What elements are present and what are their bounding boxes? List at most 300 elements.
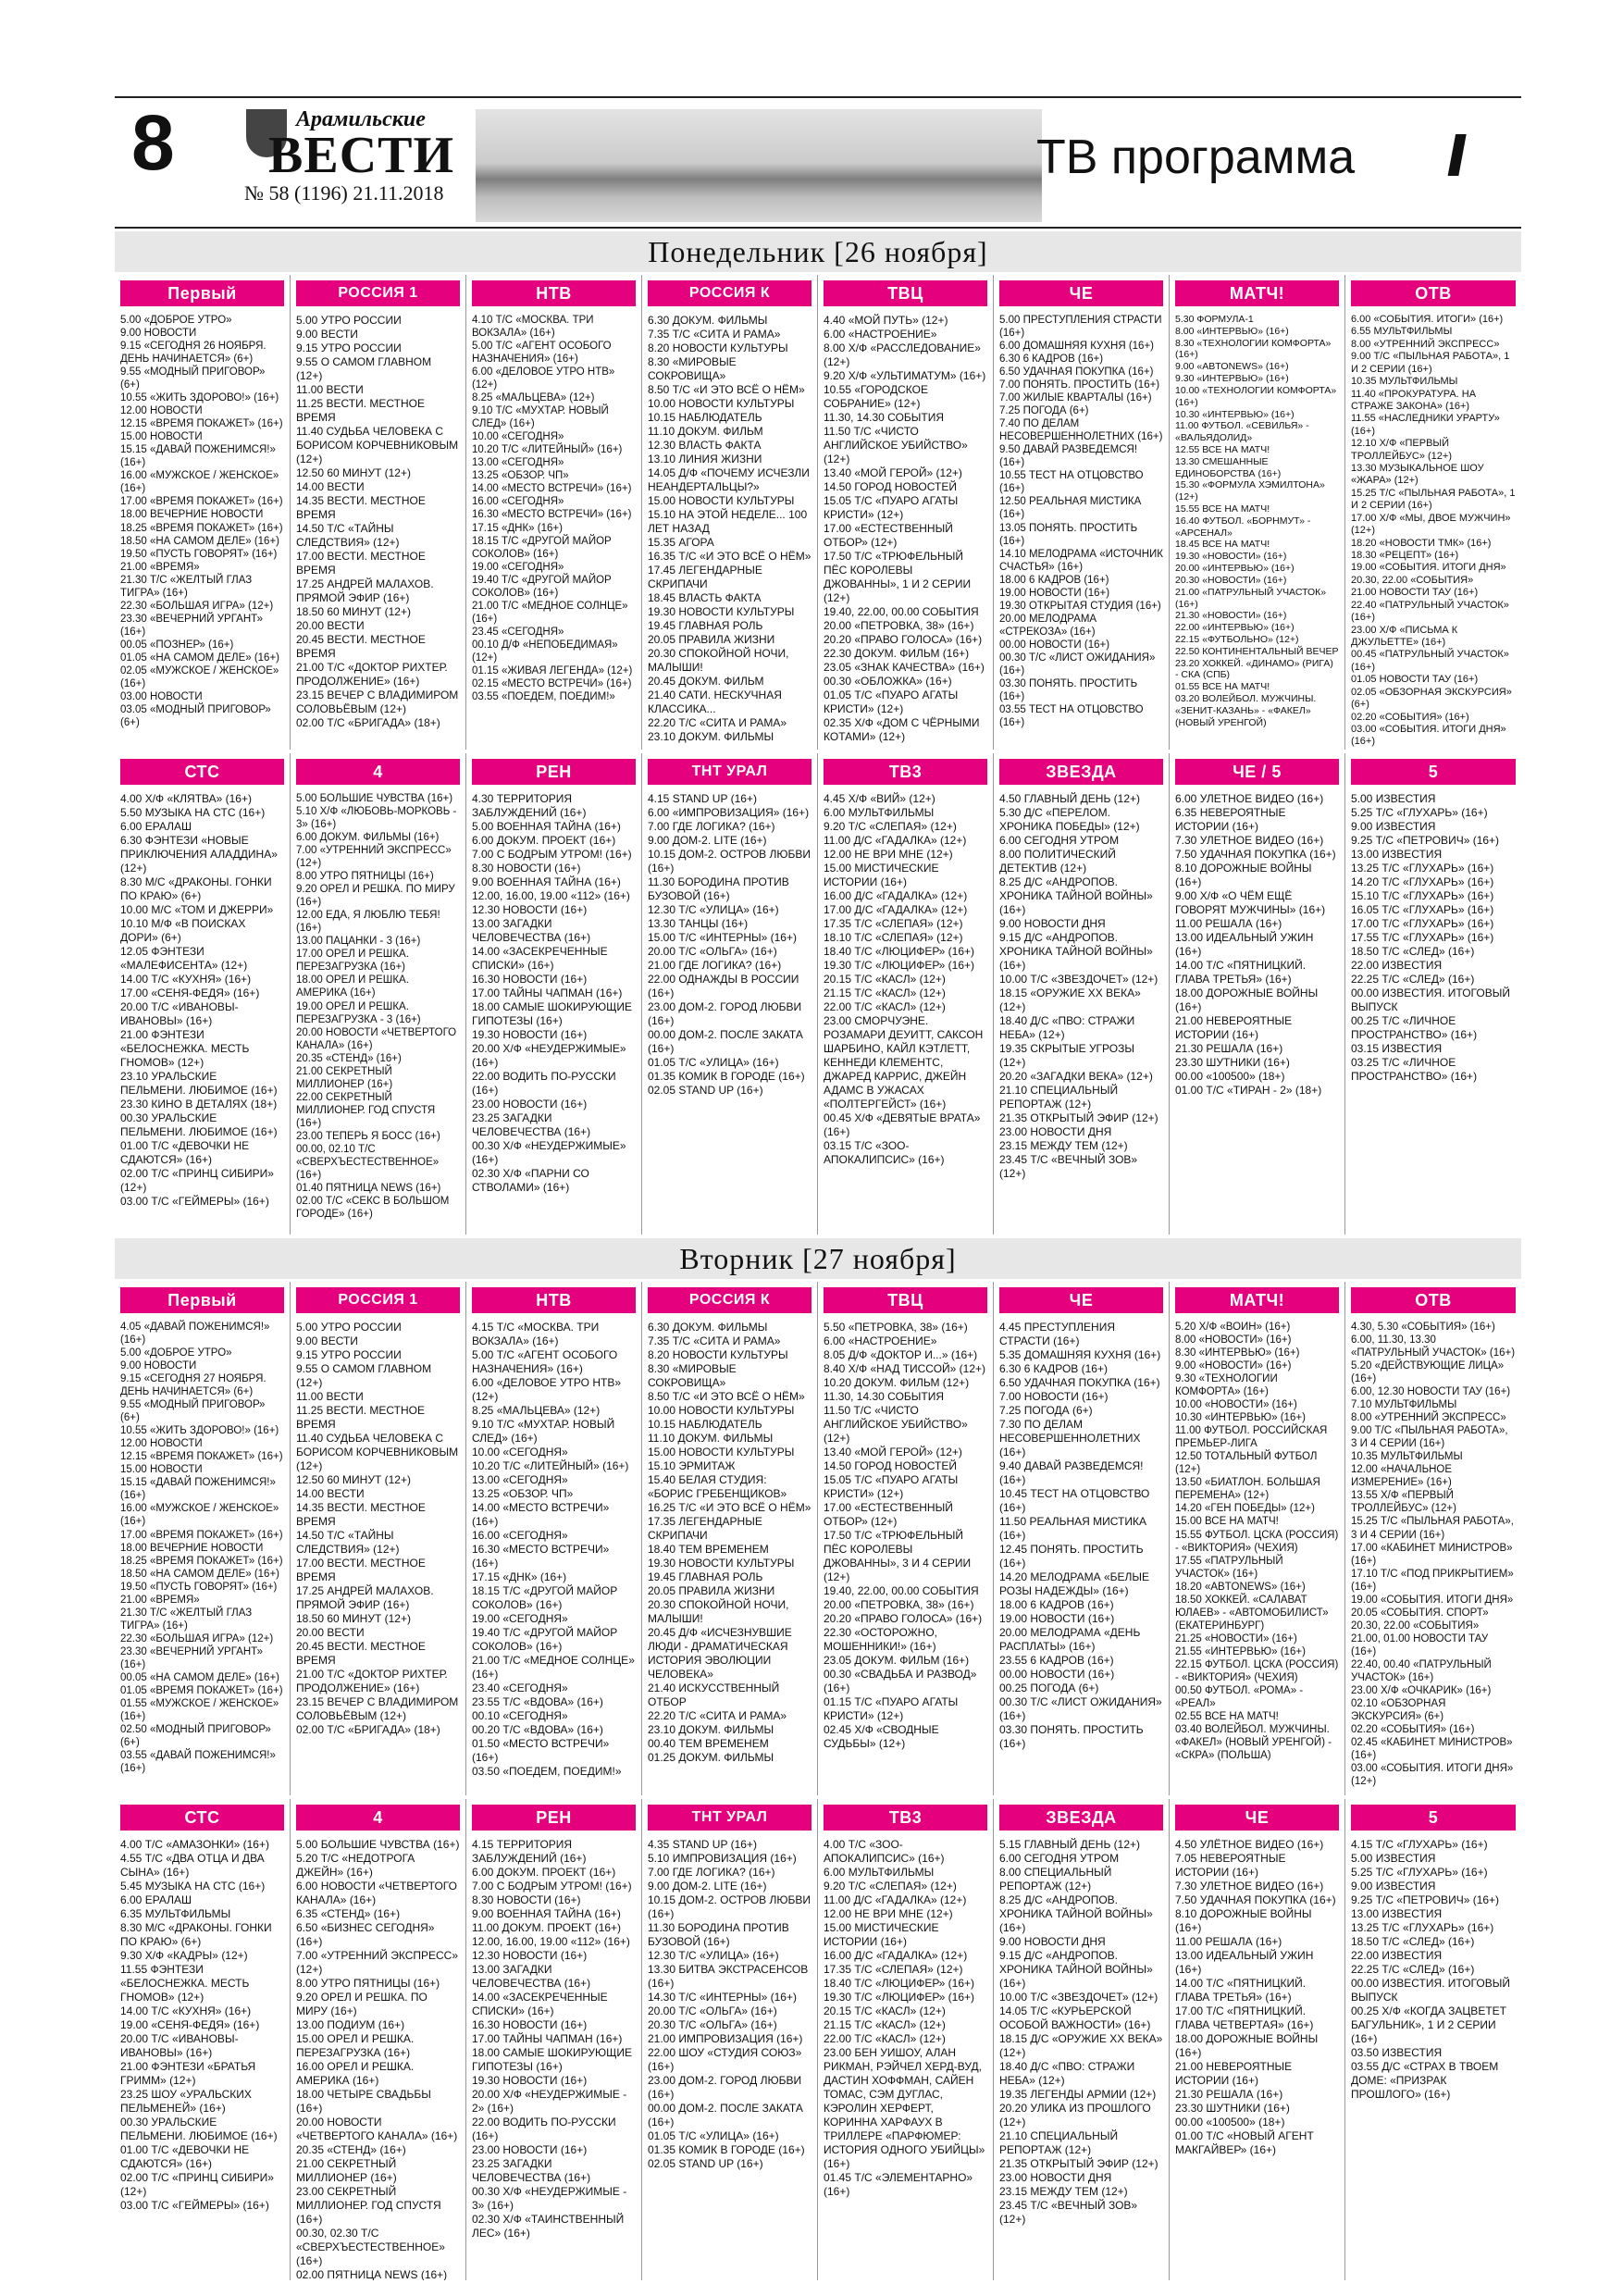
program-item: 8.40 Х/Ф «НАД ТИССОЙ» (12+) [824,1362,986,1375]
program-item: 9.00 «ABTONEWS» (16+) [1175,361,1289,373]
program-item: 19.00 НОВОСТИ (16+) [999,1612,1115,1625]
program-item: 00.30 УРАЛЬСКИЕ ПЕЛЬМЕНИ. ЛЮБИМОЕ (16+) [120,2116,278,2142]
program-item: 18.50 60 МИНУТ (12+) [296,1612,411,1625]
program-item: 10.55 «ГОРОДСКОЕ СОБРАНИЕ» (12+) [824,383,928,410]
program-item: 23.00 СЕКРЕТНЫЙ МИЛЛИОНЕР. ГОД СПУСТЯ (16+) [296,2185,441,2226]
program-item: 23.30 ШУТНИКИ (16+) [1175,1056,1290,1069]
channel-logo: НТВ [472,1287,636,1313]
program-item: 23.55 6 КАДРОВ (16+) [999,1654,1114,1667]
channel-column [994,275,1170,750]
program-list [1351,792,1516,1084]
program-item: 13.00 «СЕГОДНЯ» [472,457,564,469]
program-item: 6.00 НОВОСТИ «ЧЕТВЕРТОГО КАНАЛА» (16+) [296,1880,457,1906]
program-item: 00.30 «ОБЛОЖКА» (16+) [824,675,952,688]
program-item: 21.40 САТИ. НЕСКУЧНАЯ КЛАССИКА... [648,689,782,715]
program-item: 01.55 «МУЖСКОЕ / ЖЕНСКОЕ» (16+) [120,1697,279,1722]
program-item: 14.00 Т/С «ПЯТНИЦКИЙ. ГЛАВА ТРЕТЬЯ» (16+) [1175,959,1307,986]
program-item: 20.05 «СОБЫТИЯ. СПОРТ» [1351,1607,1489,1619]
program-item: 11.50 Т/С «ЧИСТО АНГЛИЙСКОЕ УБИЙСТВО» (12+) [824,425,968,465]
program-item: 23.15 МЕЖДУ ТЕМ (12+) [999,1139,1128,1152]
program-item: 19.50 «ПУСТЬ ГОВОРЯТ» (16+) [120,548,278,560]
program-item: 14.00 «МЕСТО ВСТРЕЧИ» (16+) [472,483,632,495]
program-item: 03.00 «СОБЫТИЯ. ИТОГИ ДНЯ» (16+) [1351,723,1506,748]
channel-logo: СТС [120,1805,284,1831]
channel-logo: Первый [120,1287,284,1313]
program-item: 14.50 Т/С «ТАЙНЫ СЛЕДСТВИЯ» (12+) [296,1529,400,1556]
program-item: 9.20 Х/Ф «УЛЬТИМАТУМ» (16+) [824,369,986,382]
program-item: 13.00 ИЗВЕСТИЯ [1351,1907,1443,1920]
program-item: 4.45 ПРЕСТУПЛЕНИЯ СТРАСТИ (16+) [999,1321,1116,1347]
program-item: 15.10 НА ЭТОЙ НЕДЕЛЕ... 100 ЛЕТ НАЗАД [648,508,808,535]
program-item: 4.15 STAND UP (16+) [648,792,757,805]
program-item: 00.25 ПОГОДА (6+) [999,1682,1099,1694]
channel-logo: 5 [1351,759,1516,785]
program-item: 18.45 ВСЕ НА МАТЧ! [1175,539,1270,551]
program-item: 00.00 ИЗВЕСТИЯ. ИТОГОВЫЙ ВЫПУСК [1351,1977,1510,2004]
program-item: 6.00 СЕГОДНЯ УТРОМ [999,834,1120,847]
program-item: 5.00 УТРО РОССИИ [296,1321,402,1334]
program-item: 01.50 «МЕСТО ВСТРЕЧИ» (16+) [472,1737,610,1764]
program-item: 18.20 «НОВОСТИ ТМК» (16+) [1351,537,1492,549]
program-item: 17.00 Т/С «ПЯТНИЦКИЙ. ГЛАВА ЧЕТВЕРТАЯ» (16+) [1175,2004,1314,2031]
program-item: 23.05 «ЗНАК КАЧЕСТВА» (16+) [824,661,985,674]
program-item: 15.00 Т/С «ИНТЕРНЫ» (16+) [648,931,797,944]
program-item: 01.00 Т/С «ТИРАН - 2» (18+) [1175,1084,1322,1097]
program-item: 10.20 Т/С «ЛИТЕЙНЫЙ» (16+) [472,1459,629,1472]
program-item: 4.50 УЛЁТНОЕ ВИДЕО (16+) [1175,1838,1324,1851]
program-item: 21.30 РЕШАЛА (16+) [1175,1042,1283,1055]
program-item: 22.50 КОНТИНЕНТАЛЬНЫЙ ВЕЧЕР [1175,645,1339,657]
program-item: 10.55 ТЕСТ НА ОТЦОВСТВО (16+) [999,470,1144,495]
program-item: 9.20 Т/С «СЛЕПАЯ» (12+) [824,820,957,833]
top-rule [115,96,1521,98]
program-item: 12.00 ЕДА, Я ЛЮБЛЮ ТЕБЯ! (16+) [296,910,440,935]
program-item: 00.00 ИЗВЕСТИЯ. ИТОГОВЫЙ ВЫПУСК [1351,987,1510,1013]
program-item: 4.15 ТЕРРИТОРИЯ ЗАБЛУЖДЕНИЙ (16+) [472,1838,587,1865]
program-item: 20.00 «ПЕТРОВКА, 38» (16+) [824,1598,974,1611]
channel-column [1170,753,1345,1235]
program-item: 20.30 СПОКОЙНОЙ НОЧИ, МАЛЫШИ! [648,1598,789,1625]
program-item: 8.30 «ТЕХНОЛОГИИ КОМФОРТА» (16+) [1175,337,1332,361]
program-item: 20.00 Х/Ф «НЕУДЕРЖИМЫЕ - 2» (16+) [472,2088,627,2115]
program-item: 01.15 Т/С «ПУАРО АГАТЫ КРИСТИ» (12+) [824,1695,959,1722]
program-item: 23.30 КИНО В ДЕТАЛЯХ (18+) [120,1098,278,1111]
program-item: 15.00 НОВОСТИ КУЛЬТУРЫ [648,1446,795,1458]
program-item: 21.35 ОТКРЫТЫЙ ЭФИР (12+) [999,1111,1158,1124]
program-item: 20.20 УЛИКА ИЗ ПРОШЛОГО (12+) [999,2102,1151,2128]
program-item: 01.00 Т/С «ДЕВОЧКИ НЕ СДАЮТСЯ» (16+) [120,1139,250,1166]
program-item: 8.00 СПЕЦИАЛЬНЫЙ РЕПОРТАЖ (12+) [999,1866,1112,1893]
program-item: 02.30 Х/Ф «ПАРНИ СО СТВОЛАМИ» (16+) [472,1167,589,1194]
channel-column [818,753,994,1235]
program-item: 18.50 «НА САМОМ ДЕЛЕ» (16+) [120,1568,279,1580]
program-item: 12.00 НОВОСТИ [120,405,203,417]
program-item: 8.30 «МИРОВЫЕ СОКРОВИЩА» [648,1362,737,1389]
program-item: 17.00 «ЕСТЕСТВЕННЫЙ ОТБОР» (12+) [824,522,953,549]
program-item: 16.00 «СЕГОДНЯ» [472,1529,568,1542]
program-item: 5.00 Т/С «АГЕНТ ОСОБОГО НАЗНАЧЕНИЯ» (16+) [472,341,612,366]
program-item: 00.05 «НА САМОМ ДЕЛЕ» (16+) [120,1671,279,1683]
program-item: 7.25 ПОГОДА (6+) [999,1404,1093,1417]
program-item: 9.55 О САМОМ ГЛАВНОМ (12+) [296,355,432,382]
program-item: 21.00 СЕКРЕТНЫЙ МИЛЛИОНЕР (16+) [296,1065,393,1090]
program-item: 19.50 «ПУСТЬ ГОВОРЯТ» (16+) [120,1581,278,1593]
program-item: 7.00 НОВОСТИ (16+) [999,1390,1109,1403]
program-item: 18.50 ХОККЕЙ. «САЛАВАТ ЮЛАЕВ» - «АВТОМОБИЛИСТ» (ЕКАТЕРИНБУРГ) [1175,1594,1329,1632]
program-item: 18.00 ВЕЧЕРНИЕ НОВОСТИ [120,509,264,521]
program-item: 5.00 ВОЕННАЯ ТАЙНА (16+) [472,820,621,833]
program-item: 4.30, 5.30 «СОБЫТИЯ» (16+) [1351,1322,1495,1333]
program-item: 8.00 УТРО ПЯТНИЦЫ (16+) [296,871,434,883]
program-item: 20.20 «ПРАВО ГОЛОСА» (16+) [824,633,983,646]
program-item: 15.10 ЭРМИТАЖ [648,1459,736,1472]
program-item: 00.00, 02.10 Т/С «СВЕРХЪЕСТЕСТВЕННОЕ» (16+) [296,1143,440,1181]
program-list [472,1321,636,1779]
program-item: 14.35 ВЕСТИ. МЕСТНОЕ ВРЕМЯ [296,1501,426,1528]
program-item: 23.00 БЕН УИШОУ, АЛАН РИКМАН, РЭЙЧЕЛ ХЕРД-ВУД, ДАСТИН ХОФФМАН, САЙЕН ТОМАС, СЭМ ДУГЛАС, КЭРОЛИН ХЕРФЕРТ, КОРИННА ХАРФАУХ В ТРИЛЛЕРЕ «ПАРФЮМЕР: ИСТОРИЯ ОДНОГО УБИЙЦЫ» (16+) [824,2046,985,2170]
program-item: 11.00 РЕШАЛА (16+) [1175,917,1282,930]
program-item: 14.35 ВЕСТИ. МЕСТНОЕ ВРЕМЯ [296,494,426,521]
program-item: 8.30 М/С «ДРАКОНЫ. ГОНКИ ПО КРАЮ» (6+) [120,1921,272,1948]
program-item: 20.00 ВЕСТИ [296,619,365,632]
program-item: 6.30 ФЭНТЕЗИ «НОВЫЕ ПРИКЛЮЧЕНИЯ АЛАДДИНА» (12+) [120,834,278,875]
program-item: 03.00 Т/С «ГЕЙМЕРЫ» (16+) [120,2199,269,2212]
program-item: 23.15 ВЕЧЕР С ВЛАДИМИРОМ СОЛОВЬЁВЫМ (12+) [296,689,459,715]
program-item: 00.30 УРАЛЬСКИЕ ПЕЛЬМЕНИ. ЛЮБИМОЕ (16+) [120,1111,278,1138]
program-item: 02.00 Т/С «СЕКС В БОЛЬШОМ ГОРОДЕ» (16+) [296,1195,450,1220]
program-item: 12.30 ВЛАСТЬ ФАКТА [648,439,762,452]
program-item: 7.30 УЛЕТНОЕ ВИДЕО (16+) [1175,1880,1324,1893]
program-item: 10.35 МУЛЬТФИЛЬМЫ [1351,1451,1463,1463]
program-item: 00.30 «СВАДЬБА И РАЗВОД» (16+) [824,1668,977,1694]
program-item: 15.05 Т/С «ПУАРО АГАТЫ КРИСТИ» (12+) [824,494,959,521]
program-item: 6.00 СЕГОДНЯ УТРОМ [999,1852,1120,1865]
program-item: 03.55 Д/С «СТРАХ В ТВОЕМ ДОМЕ: «ПРИЗРАК ПРОШЛОГО» (16+) [1351,2060,1499,2101]
channel-logo: ОТВ [1351,1287,1516,1313]
program-item: 02.30 Х/Ф «ТАИНСТВЕННЫЙ ЛЕС» (16+) [472,2213,625,2240]
program-item: 18.50 Т/С «СЛЕД» (16+) [1351,1935,1475,1948]
program-item: 4.00 Х/Ф «КЛЯТВА» (16+) [120,792,252,805]
program-item: 4.35 STAND UP (16+) [648,1838,757,1851]
program-item: 7.40 ПО ДЕЛАМ НЕСОВЕРШЕННОЛЕТНИХ (16+) [999,418,1163,443]
program-item: 6.00 «НАСТРОЕНИЕ» [824,1334,937,1347]
program-item: 20.00 Т/С «ОЛЬГА» (16+) [648,945,777,958]
program-item: 11.50 РЕАЛЬНАЯ МИСТИКА (16+) [999,1515,1147,1542]
channel-column [642,1282,818,1795]
program-item: 21.10 СПЕЦИАЛЬНЫЙ РЕПОРТАЖ (12+) [999,1084,1119,1111]
program-item: 9.00 ВОЕННАЯ ТАЙНА (16+) [472,875,621,888]
program-item: 10.00 «СЕГОДНЯ» [472,431,564,443]
program-item: 5.15 ГЛАВНЫЙ ДЕНЬ (12+) [999,1838,1140,1851]
program-item: 20.20 «ПРАВО ГОЛОСА» (16+) [824,1612,983,1625]
program-item: 7.00 ГДЕ ЛОГИКА? (16+) [648,1866,775,1879]
program-item: 20.30 «НОВОСТИ» (16+) [1175,574,1287,586]
program-item: 6.00 ЕРАЛАШ [120,820,192,833]
channel-column [994,753,1170,1235]
program-item: 15.55 ФУТБОЛ. ЦСКА (РОССИЯ) - «ВИКТОРИЯ» (ЧЕХИЯ) [1175,1529,1339,1554]
channel-column [1170,275,1345,750]
program-item: 23.30 «ВЕЧЕРНИЙ УРГАНТ» (16+) [120,1645,264,1670]
program-item: 18.15 «ОРУЖИЕ ХХ ВЕКА» (12+) [999,987,1141,1013]
program-item: 23.00 НОВОСТИ (16+) [472,1098,588,1111]
program-item: 16.35 Т/С «И ЭТО ВСЁ О НЁМ» [648,550,812,563]
program-item: 10.15 НАБЛЮДАТЕЛЬ [648,1418,762,1431]
program-item: 20.45 Д/Ф «ИСЧЕЗНУВШИЕ ЛЮДИ - ДРАМАТИЧЕСКАЯ ИСТОРИЯ ЭВОЛЮЦИИ ЧЕЛОВЕКА» [648,1626,792,1681]
program-item: 14.20 МЕЛОДРАМА «БЕЛЫЕ РОЗЫ НАДЕЖДЫ» (16+) [999,1570,1150,1597]
program-item: 12.10 Х/Ф «ПЕРВЫЙ ТРОЛЛЕЙБУС» (12+) [1351,438,1452,462]
program-item: 12.00, 16.00, 19.00 «112» (16+) [472,1935,630,1948]
program-item: 6.00 ДОКУМ. ПРОЕКТ (16+) [472,834,616,847]
program-item: 9.00 Т/С «ПЫЛЬНАЯ РАБОТА», 3 И 4 СЕРИИ (16+) [1351,1425,1508,1450]
program-item: 01.00 Т/С «НОВЫЙ АГЕНТ МАКГАЙВЕР» (16+) [1175,2129,1314,2156]
program-item: 7.00 С БОДРЫМ УТРОМ! (16+) [472,848,632,861]
program-list [1175,792,1339,1098]
program-item: 23.00 НОВОСТИ ДНЯ [999,1125,1112,1138]
channel-logo: РОССИЯ К [648,1287,812,1313]
program-item: 00.00 «100500» (18+) [1175,2116,1285,2128]
channel-column [291,275,466,750]
program-item: 13.55 Х/Ф «ПЕРВЫЙ ТРОЛЛЕЙБУС» (12+) [1351,1490,1456,1515]
channel-column [642,753,818,1235]
program-item: 17.00 «СЕНЯ-ФЕДЯ» (16+) [120,987,260,999]
program-item: 19.30 Т/С «ЛЮЦИФЕР» (16+) [824,959,975,972]
program-item: 17.00 ТАЙНЫ ЧАПМАН (16+) [472,987,623,999]
program-item: 4.15 Т/С «ГЛУХАРЬ» (16+) [1351,1838,1488,1851]
program-item: 12.45 ПОНЯТЬ. ПРОСТИТЬ (16+) [999,1543,1144,1570]
program-item: 9.00 НОВОСТИ [120,1360,197,1372]
channel-column [466,753,642,1235]
program-item: 15.15 «ДАВАЙ ПОЖЕНИМСЯ!» (16+) [120,444,276,469]
channel-logo: РЕН [472,759,636,785]
program-item: 00.10 Д/Ф «НЕПОБЕДИМАЯ» (12+) [472,639,618,664]
program-item: 10.15 ДОМ-2. ОСТРОВ ЛЮБВИ (16+) [648,1893,812,1920]
program-item: 5.00 УТРО РОССИИ [296,314,402,327]
program-item: 9.15 УТРО РОССИИ [296,1348,402,1361]
program-item: 6.30 ДОКУМ. ФИЛЬМЫ [648,1321,768,1334]
program-item: 9.55 «МОДНЫЙ ПРИГОВОР» (6+) [120,366,266,391]
program-item: 20.35 «СТЕНД» (16+) [296,2143,406,2156]
program-item: 22.15 «ФУТБОЛЬНО» (12+) [1175,633,1299,645]
program-item: 23.00 Х/Ф «ПИСЬМА К ДЖУЛЬЕТТЕ» (16+) [1351,624,1458,648]
program-item: 02.45 Х/Ф «СВОДНЫЕ СУДЬБЫ» (12+) [824,1723,939,1750]
program-item: 5.00 ИЗВЕСТИЯ [1351,792,1436,805]
program-item: 21.40 ИСКУССТВЕННЫЙ ОТБОР [648,1682,780,1708]
channel-logo: ТВЦ [824,280,987,306]
program-item: 01.00 Т/С «ДЕВОЧКИ НЕ СДАЮТСЯ» (16+) [120,2143,250,2170]
program-item: 11.00 Д/С «ГАДАЛКА» (12+) [824,834,967,847]
program-item: 22.00 Т/С «КАСЛ» (12+) [824,2032,946,2045]
program-item: 16.00 ОРЕЛ И РЕШКА. АМЕРИКА (16+) [296,2060,415,2087]
program-item: 18.20 «ABTONEWS» (16+) [1175,1581,1306,1593]
program-item: 03.55 «ДАВАЙ ПОЖЕНИМСЯ!» (16+) [120,1750,276,1775]
program-item: 02.35 Х/Ф «ДОМ С ЧЁРНЫМИ КОТАМИ» (12+) [824,716,980,743]
program-item: 11.55 ФЭНТЕЗИ «БЕЛОСНЕЖКА. МЕСТЬ ГНОМОВ» (12+) [120,1963,250,2004]
program-item: 7.00 «УТРЕННИЙ ЭКСПРЕСС» (12+) [296,1949,459,1976]
program-list [120,792,284,1209]
program-item: 9.00 НОВОСТИ [120,328,197,340]
program-item: 16.30 «МЕСТО ВСТРЕЧИ» (16+) [472,509,632,521]
program-item: 23.10 УРАЛЬСКИЕ ПЕЛЬМЕНИ. ЛЮБИМОЕ (16+) [120,1070,278,1097]
program-item: 18.25 «ВРЕМЯ ПОКАЖЕТ» (16+) [120,1555,283,1567]
program-item: 19.00 «СОБЫТИЯ. ИТОГИ ДНЯ» [1351,562,1506,574]
program-item: 17.25 АНДРЕЙ МАЛАХОВ. ПРЯМОЙ ЭФИР (16+) [296,577,434,604]
program-item: 6.35 «СТЕНД» (16+) [296,1907,401,1920]
program-item: 7.00 «УТРЕННИЙ ЭКСПРЕСС» (12+) [296,845,452,870]
program-item: 14.00 ВЕСТИ [296,480,365,493]
program-list [296,1321,460,1737]
program-item: 9.30 «ТЕХНОЛОГИИ КОМФОРТА» (16+) [1175,1373,1278,1398]
program-item: 22.30 ДОКУМ. ФИЛЬМ (16+) [824,647,970,660]
program-item: 15.10 Т/С «ГЛУХАРЬ» (16+) [1351,889,1494,902]
program-item: 6.00 «СОБЫТИЯ. ИТОГИ» (16+) [1351,314,1504,325]
program-item: 02.00 Т/С «ПРИНЦ СИБИРИ» (12+) [120,1167,274,1194]
program-item: 23.20 ХОККЕЙ. «ДИНАМО» (РИГА) - СКА (СПБ) [1175,657,1333,681]
program-item: 15.00 НОВОСТИ [120,1464,203,1476]
program-item: 17.00 ТАЙНЫ ЧАПМАН (16+) [472,2032,623,2045]
channel-column [642,275,818,750]
program-item: 5.10 ИМПРОВИЗАЦИЯ (16+) [648,1852,797,1865]
program-item: 15.05 Т/С «ПУАРО АГАТЫ КРИСТИ» (12+) [824,1473,959,1500]
program-item: 14.00 Т/С «КУХНЯ» (16+) [120,2004,252,2017]
program-item: 17.35 Т/С «СЛЕПАЯ» (12+) [824,1963,963,1976]
program-item: 5.25 Т/С «ГЛУХАРЬ» (16+) [1351,806,1488,819]
masthead [115,93,1521,231]
program-item: 19.45 ГЛАВНАЯ РОЛЬ [648,619,763,632]
program-item: 20.30, 22.00 «СОБЫТИЯ» [1351,1620,1480,1632]
program-item: 12.30 Т/С «УЛИЦА» (16+) [648,1949,779,1962]
channel-column [291,1799,466,2280]
program-list [1175,1321,1339,1762]
program-item: 9.00 ВЕСТИ [296,328,358,341]
program-item: 00.30 Х/Ф «НЕУДЕРЖИМЫЕ» (16+) [472,1139,626,1166]
program-item: 9.00 НОВОСТИ ДНЯ [999,917,1106,930]
program-item: 11.10 ДОКУМ. ФИЛЬМ [648,425,763,438]
program-item: 01.15 «ЖИВАЯ ЛЕГЕНДА» (12+) [472,664,633,676]
program-item: 19.00 «СЕГОДНЯ» [472,1612,568,1625]
program-item: 13.30 ТАНЦЫ (16+) [648,917,749,930]
program-item: 15.30 «ФОРМУЛА ХЭМИЛТОНА» (12+) [1175,479,1325,503]
program-item: 16.30 «МЕСТО ВСТРЕЧИ» (16+) [472,1543,610,1570]
program-item: 18.50 «НА САМОМ ДЕЛЕ» (16+) [120,535,279,547]
program-item: 17.35 Т/С «СЛЕПАЯ» (12+) [824,917,963,930]
program-item: 23.00 ДОМ-2. ГОРОД ЛЮБВИ (16+) [648,2074,802,2101]
program-item: 6.00 ЕРАЛАШ [120,1893,192,1906]
channel-logo: РЕН [472,1805,636,1831]
program-item: 7.00 ГДЕ ЛОГИКА? (16+) [648,820,775,833]
program-list [296,314,460,730]
program-item: 00.05 «ПОЗНЕР» (16+) [120,639,234,651]
program-item: 12.05 ФЭНТЕЗИ «МАЛЕФИСЕНТА» (12+) [120,945,248,972]
program-item: 19.40, 22.00, 00.00 СОБЫТИЯ [824,1584,979,1597]
program-item: 13.50 «БИАТЛОН. БОЛЬШАЯ ПЕРЕМЕНА» (12+) [1175,1477,1320,1502]
program-item: 8.00 «ИНТЕРВЬЮ» (16+) [1175,325,1289,337]
program-item: 23.00 ТЕПЕРЬ Я БОСС (16+) [296,1130,440,1142]
program-item: 19.35 СКРЫТЫЕ УГРОЗЫ (12+) [999,1042,1135,1069]
program-item: 13.25 «ОБЗОР. ЧП» [472,1487,574,1500]
channel-logo: НТВ [472,280,636,306]
channel-column [1170,1799,1345,2280]
program-item: 17.00 «ЕСТЕСТВЕННЫЙ ОТБОР» (12+) [824,1501,953,1528]
program-item: 9.00 ВЕСТИ [296,1334,358,1347]
program-item: 8.25 Д/С «АНДРОПОВ. ХРОНИКА ТАЙНОЙ ВОЙНЫ» (16+) [999,875,1153,916]
channel-column [291,753,466,1235]
program-item: 6.55 МУЛЬТФИЛЬМЫ [1351,326,1453,338]
program-item: 03.30 ПОНЯТЬ. ПРОСТИТЬ (16+) [999,677,1138,702]
program-item: 6.50 УДАЧНАЯ ПОКУПКА (16+) [999,1376,1160,1389]
page-number: 8 [131,99,175,186]
program-item: 17.15 «ДНК» (16+) [472,1570,567,1583]
program-item: 23.00 Х/Ф «ОЧКАРИК» (16+) [1351,1684,1492,1696]
program-item: 9.00 ИЗВЕСТИЯ [1351,820,1436,833]
channel-logo: РОССИЯ К [648,280,812,306]
program-item: 18.10 Т/С «СЛЕПАЯ» (12+) [824,931,963,944]
program-item: 13.25 Т/С «ГЛУХАРЬ» (16+) [1351,862,1494,875]
program-item: 22.00 ОДНАЖДЫ В РОССИИ (16+) [648,973,799,999]
program-list [1175,1838,1339,2157]
program-item: 11.30, 14.30 СОБЫТИЯ [824,411,945,424]
program-item: 6.00 «ДЕЛОВОЕ УТРО НТВ» (12+) [472,366,615,391]
program-item: 11.30 БОРОДИНА ПРОТИВ БУЗОВОЙ (16+) [648,875,789,902]
program-item: 9.15 УТРО РОССИИ [296,341,402,354]
program-item: 8.25 «МАЛЬЦЕВА» (12+) [472,1404,601,1417]
program-item: 9.00 «НОВОСТИ» (16+) [1175,1360,1292,1372]
program-item: 18.00 ОРЕЛ И РЕШКА. АМЕРИКА (16+) [296,974,409,999]
program-item: 03.00 Т/С «ГЕЙМЕРЫ» (16+) [120,1195,269,1208]
program-item: 5.30 ФОРМУЛА-1 [1175,314,1254,325]
program-item: 10.55 «ЖИТЬ ЗДОРОВО!» (16+) [120,1425,279,1437]
program-item: 03.55 ТЕСТ НА ОТЦОВСТВО (16+) [999,703,1144,728]
program-item: 14.00 «ЗАСЕКРЕЧЕННЫЕ СПИСКИ» (16+) [472,1991,608,2017]
program-item: 02.45 «КАБИНЕТ МИНИСТРОВ» (16+) [1351,1737,1513,1762]
program-item: 11.30, 14.30 СОБЫТИЯ [824,1390,945,1403]
program-item: 14.50 ГОРОД НОВОСТЕЙ [824,480,957,493]
program-item: 22.30 «БОЛЬШАЯ ИГРА» (12+) [120,600,274,612]
program-item: 03.15 ИЗВЕСТИЯ [1351,1042,1443,1055]
program-item: 02.55 ВСЕ НА МАТЧ! [1175,1710,1279,1722]
channel-column [1345,1282,1521,1795]
program-item: 00.00 НОВОСТИ (16+) [999,639,1110,651]
program-list [296,1838,460,2280]
program-item: 18.50 Т/С «СЛЕД» (16+) [1351,945,1475,958]
program-item: 20.00 Х/Ф «НЕУДЕРЖИМЫЕ» (16+) [472,1042,626,1069]
program-item: 20.00 Т/С «ИВАНОВЫ-ИВАНОВЫ» (16+) [120,2032,239,2059]
program-item: 11.00 ФУТБОЛ. РОССИЙСКАЯ ПРЕМЬЕР-ЛИГА [1175,1425,1328,1450]
program-item: 20.00 МЕЛОДРАМА «СТРЕКОЗА» (16+) [999,613,1097,638]
program-item: 5.00 «ДОБРОЕ УТРО» [120,315,232,326]
program-item: 8.25 «МАЛЬЦЕВА» (12+) [472,392,595,404]
program-item: 4.30 ТЕРРИТОРИЯ ЗАБЛУЖДЕНИЙ (16+) [472,792,587,819]
program-item: 20.45 ВЕСТИ. МЕСТНОЕ ВРЕМЯ [296,1640,426,1667]
program-list [999,1321,1163,1751]
channel-column [466,275,642,750]
program-item: 19.35 ЛЕГЕНДЫ АРМИИ (12+) [999,2088,1157,2101]
program-item: 10.00 М/С «ТОМ И ДЖЕРРИ» [120,903,274,916]
program-item: 7.00 ЖИЛЫЕ КВАРТАЛЫ (16+) [999,392,1152,404]
program-list [824,792,987,1167]
program-item: 01.25 ДОКУМ. ФИЛЬМЫ [648,1751,774,1764]
program-item: 18.15 Т/С «ДРУГОЙ МАЙОР СОКОЛОВ» (16+) [472,1584,618,1611]
program-item: 22.20 Т/С «СИТА И РАМА» [648,1709,787,1722]
program-item: 19.45 ГЛАВНАЯ РОЛЬ [648,1570,763,1583]
program-item: 00.00 НОВОСТИ (16+) [999,1668,1115,1681]
program-item: 19.00 «СЕНЯ-ФЕДЯ» (16+) [120,2018,260,2031]
program-item: 00.30 Т/С «ЛИСТ ОЖИДАНИЯ» (16+) [999,652,1156,676]
program-item: 21.00 НЕВЕРОЯТНЫЕ ИСТОРИИ (16+) [1175,1014,1293,1041]
program-item: 22.00 Т/С «КАСЛ» (12+) [824,1000,946,1013]
program-item: 11.00 ВЕСТИ [296,1390,364,1403]
program-item: 5.20 Т/С «НЕДОТРОГА ДЖЕЙН» (16+) [296,1852,415,1879]
program-item: 9.55 «МОДНЫЙ ПРИГОВОР» (6+) [120,1399,266,1424]
